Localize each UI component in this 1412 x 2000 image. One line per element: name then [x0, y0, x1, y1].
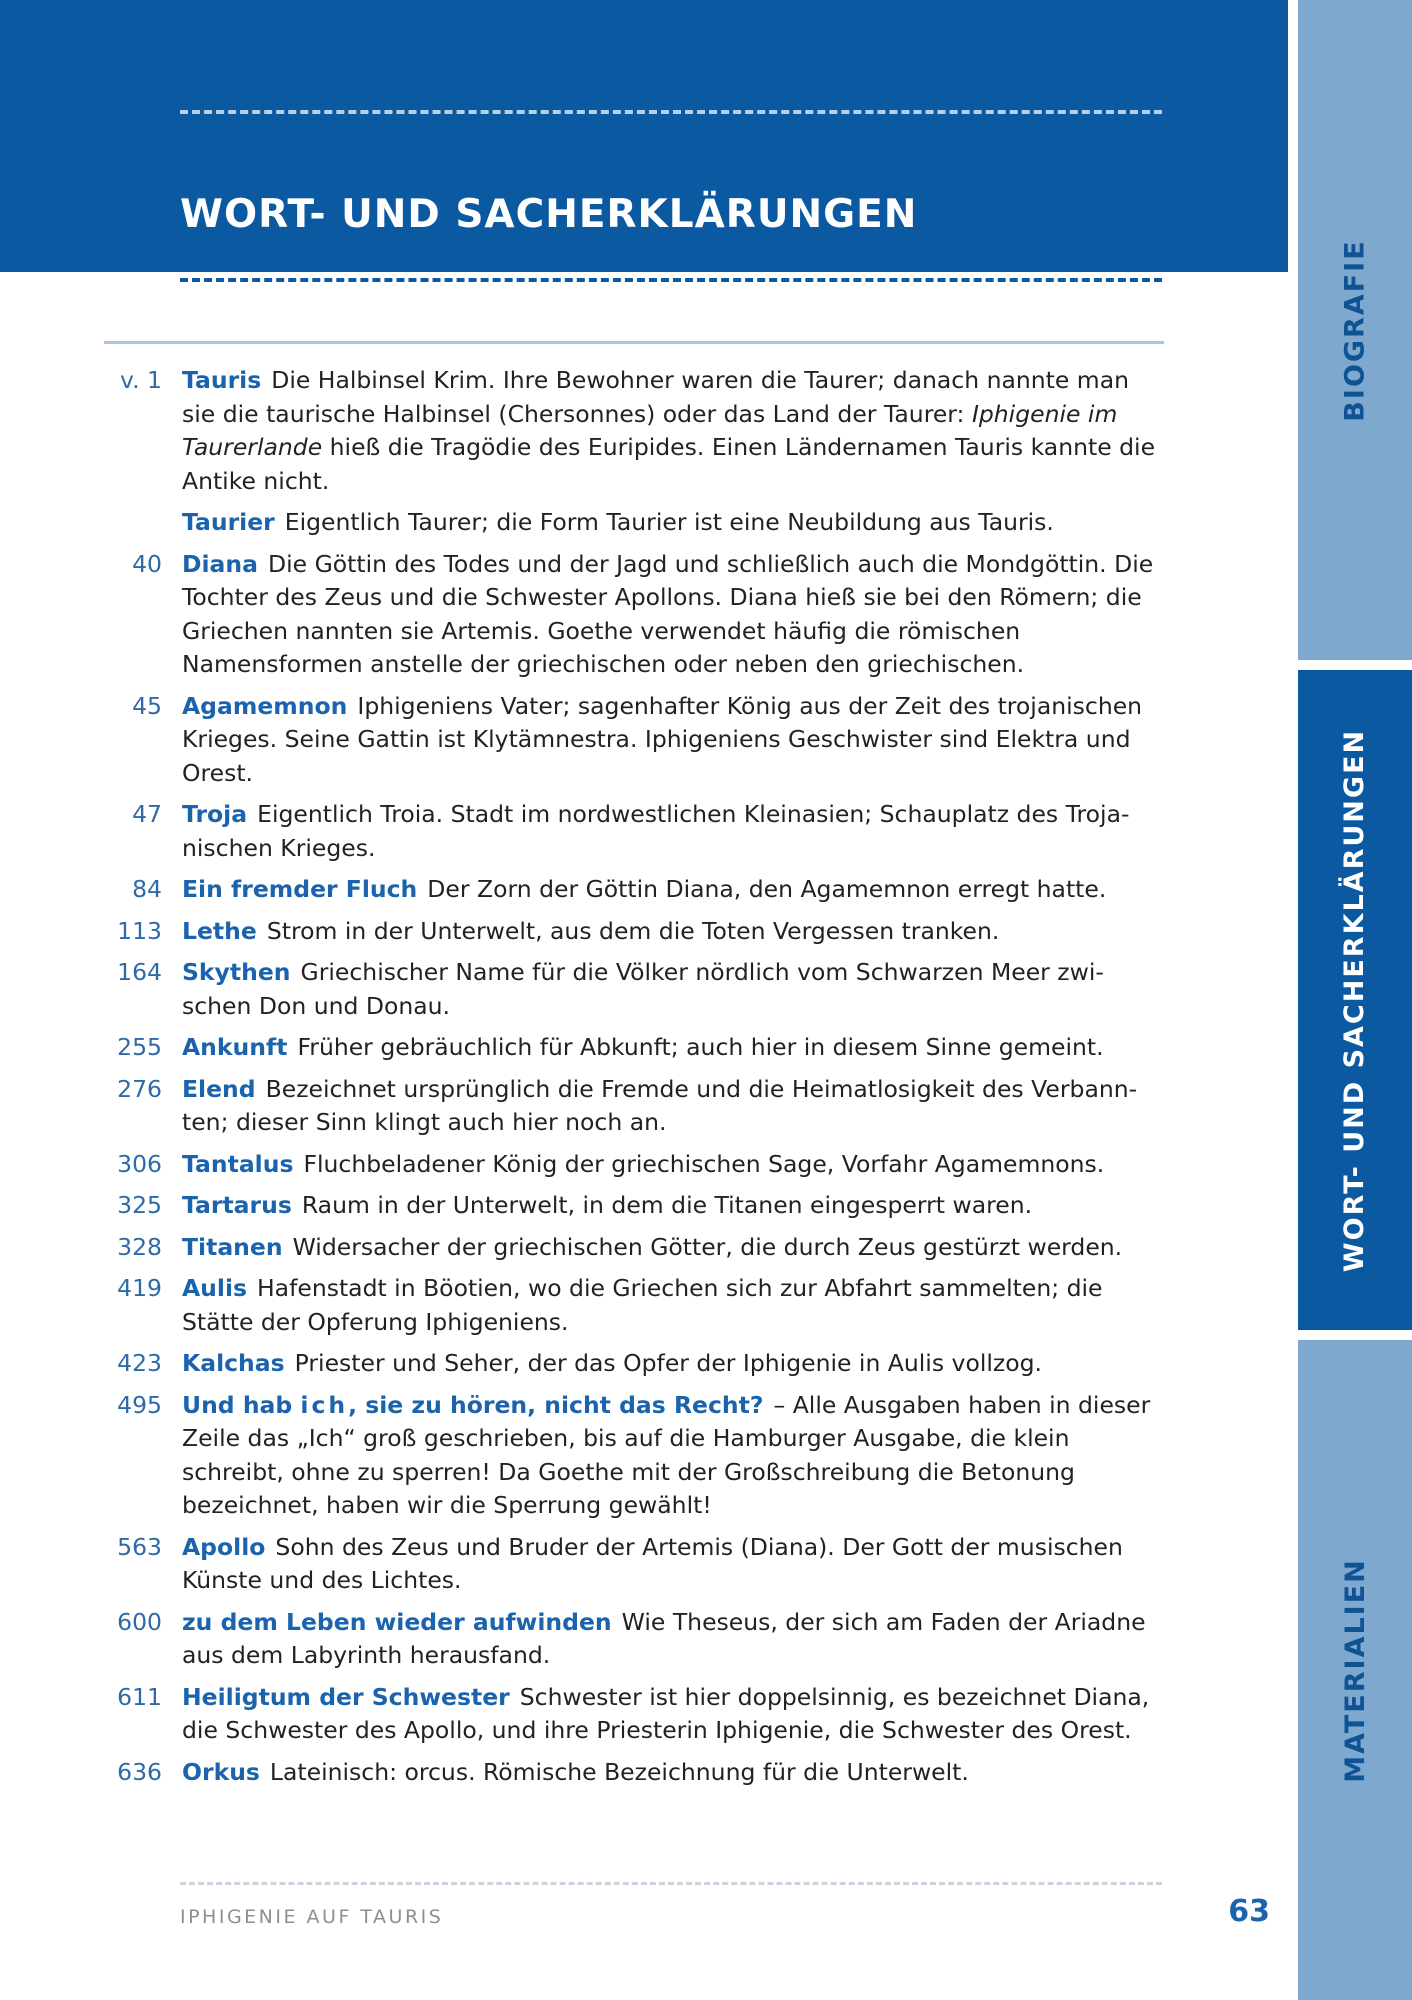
- entry-term: Tartarus: [182, 1191, 292, 1219]
- entry-body: [182, 506, 1164, 540]
- entry-body: [182, 1073, 1164, 1140]
- glossary-entry: [104, 1073, 1164, 1140]
- entry-text: Wie Theseus, der sich am Faden der Ariadne aus dem Labyrinth herausfand.: [182, 1607, 1146, 1669]
- entry-term: Diana: [182, 549, 259, 578]
- glossary-entry: [104, 915, 1164, 949]
- entry-term: Apollo: [182, 1532, 266, 1561]
- glossary-entry: [104, 690, 1164, 791]
- tab-label: BIOGRAFIE: [1339, 238, 1371, 422]
- glossary-entry: [104, 506, 1164, 540]
- footer-book-title: IPHIGENIE AUF TAURIS: [180, 1906, 444, 1928]
- entry-text: hieß die Tragödie des Euripides. Einen Ländernamen Tauris kannte die Antike nicht.: [182, 433, 1156, 495]
- verse-number: 255: [117, 1033, 162, 1061]
- entry-term: Agamemnon: [182, 691, 348, 720]
- verse-number: 40: [132, 549, 162, 578]
- verse-number: 276: [117, 1074, 162, 1103]
- verse-number: 419: [117, 1274, 162, 1302]
- entry-text: Fluchbeladener König der griechischen Sage, Vorfahr Agamemnons.: [303, 1149, 1105, 1178]
- glossary-entry: [104, 1389, 1164, 1523]
- verse-number: 563: [117, 1532, 162, 1561]
- entry-term: Lethe: [182, 916, 257, 945]
- entry-term: [182, 1391, 764, 1419]
- entry-text: Die Göttin des Todes und der Jagd und schließlich auch die Mondgöttin. Die Tochter des Zeus und die Schwester Apollons. Diana hieß sie bei den Römern; die Griechen nannten sie Artemis. Goethe verwendet häufig die römischen Namensformen anstelle der griechischen oder neben den griechischen.: [182, 549, 1154, 678]
- entry-text: Die Halbinsel Krim. Ihre Bewohner waren die Taurer; danach nannte man sie die taurische Halbinsel (Chersonnes) oder das Land der Taurer:: [182, 366, 1129, 428]
- glossary-entry: [104, 873, 1164, 907]
- verse-number: 306: [117, 1149, 162, 1178]
- verse-number: 164: [117, 958, 162, 986]
- entry-term: zu dem Leben wieder aufwinden: [182, 1607, 612, 1636]
- tab-label: WORT- UND SACHERKLÄRUNGEN: [1339, 728, 1371, 1272]
- entry-text: Hafenstadt in Böotien, wo die Griechen sich zur Abfahrt sammelten; die Stätte der Opferung Iphigeniens.: [182, 1274, 1103, 1336]
- entry-body: [182, 1389, 1164, 1523]
- entry-body: [182, 1531, 1164, 1598]
- verse-number: 495: [117, 1390, 162, 1419]
- entry-text: – Alle Ausgaben haben in dieser Zeile das „Ich“ groß geschrieben, bis auf die Hamburger Ausgabe, die klein schreibt, ohne zu sperren! Da Goethe mit der Großschreibung die Betonung bezeichnet, haben wir die Sperrung gewählt!: [182, 1390, 1151, 1519]
- entry-text: Eigentlich Troia. Stadt im nordwestlichen Kleinasien; Schauplatz des Troja-nischen Krieges.: [182, 800, 1130, 862]
- entry-body: [182, 798, 1164, 865]
- entry-term: Kalchas: [182, 1349, 285, 1377]
- footer-dashed-rule: [180, 1882, 1162, 1885]
- entry-text: Priester und Seher, der das Opfer der Iphigenie in Aulis vollzog.: [294, 1349, 1042, 1377]
- glossary-entry: [104, 1031, 1164, 1065]
- entry-term: Taurier: [182, 508, 275, 536]
- verse-number: 611: [117, 1682, 162, 1711]
- entry-term: Titanen: [182, 1232, 283, 1261]
- entry-term-spaced: ich: [300, 1390, 349, 1419]
- entry-text: Iphigeniens Vater; sagenhafter König aus der Zeit des trojanischen Krieges. Seine Gattin ist Klytämnestra. Iphigeniens Geschwister sind Elektra und Orest.: [182, 691, 1143, 787]
- entry-body: [182, 915, 1164, 949]
- glossary-entry: [104, 1606, 1164, 1673]
- verse-number: 47: [132, 800, 162, 828]
- entry-text: Früher gebräuchlich für Abkunft; auch hier in diesem Sinne gemeint.: [297, 1033, 1104, 1061]
- entry-body: [182, 1231, 1164, 1265]
- page-title: WORT- UND SACHERKLÄRUNGEN: [180, 192, 918, 237]
- glossary-entry: [104, 1148, 1164, 1182]
- glossary-entry: [104, 1531, 1164, 1598]
- glossary-entry: [104, 798, 1164, 865]
- glossary-entry: [104, 364, 1164, 498]
- glossary-entry: [104, 1347, 1164, 1381]
- entry-term-part: , sie zu hören, nicht das Recht?: [348, 1390, 764, 1419]
- entry-term: Orkus: [182, 1757, 260, 1786]
- entry-term: Tauris: [182, 366, 262, 394]
- entry-text: Schwester ist hier doppelsinnig, es bezeichnet Diana, die Schwester des Apollo, und ihre Priesterin Iphigenie, die Schwester des Orest.: [182, 1682, 1150, 1744]
- entry-body: [182, 956, 1164, 1023]
- entry-text: Lateinisch: orcus. Römische Bezeichnung für die Unterwelt.: [269, 1757, 969, 1786]
- glossary-entry: [104, 548, 1164, 682]
- header-dashed-rule-bottom: [180, 278, 1162, 282]
- tab-label: MATERIALIEN: [1339, 1557, 1371, 1783]
- entry-body: [182, 1606, 1164, 1673]
- entry-text: Raum in der Unterwelt, in dem die Titanen eingesperrt waren.: [301, 1191, 1033, 1219]
- verse-number: 113: [117, 916, 162, 945]
- glossary-entry: [104, 1189, 1164, 1223]
- entry-body: [182, 1031, 1164, 1065]
- entry-text: Widersacher der griechischen Götter, die durch Zeus gestürzt werden.: [292, 1232, 1123, 1261]
- entry-term: Tantalus: [182, 1149, 294, 1178]
- verse-number: 600: [117, 1607, 162, 1636]
- verse-number: 636: [117, 1757, 162, 1786]
- entry-body: [182, 690, 1164, 791]
- entry-term: Heiligtum der Schwester: [182, 1682, 510, 1711]
- glossary-entry: [104, 1756, 1164, 1790]
- entry-text: Griechischer Name für die Völker nördlich vom Schwarzen Meer zwi-schen Don und Donau.: [182, 958, 1104, 1020]
- glossary-list: [104, 364, 1164, 1797]
- page-number: 63: [1228, 1894, 1270, 1929]
- verse-number: v. 1: [120, 366, 162, 394]
- verse-number: 328: [117, 1232, 162, 1261]
- glossary-entry: [104, 1681, 1164, 1748]
- glossary-entry: [104, 1231, 1164, 1265]
- entry-text: Strom in der Unterwelt, aus dem die Toten Vergessen tranken.: [266, 916, 1000, 945]
- entry-body: [182, 1148, 1164, 1182]
- entry-term: Skythen: [182, 958, 291, 986]
- entry-body: [182, 1756, 1164, 1790]
- entry-term: Aulis: [182, 1274, 248, 1302]
- verse-number: 84: [132, 875, 162, 903]
- entry-text: Sohn des Zeus und Bruder der Artemis (Diana). Der Gott der musischen Künste und des Lichtes.: [182, 1532, 1123, 1594]
- entry-body: [182, 1681, 1164, 1748]
- glossary-entry: [104, 956, 1164, 1023]
- tab-biografie[interactable]: [1298, 0, 1412, 660]
- entry-text: Bezeichnet ursprünglich die Fremde und die Heimatlosigkeit des Verbann-ten; dieser Sinn klingt auch hier noch an.: [182, 1074, 1138, 1136]
- entry-term: Troja: [182, 800, 248, 828]
- section-tabs: [1298, 0, 1412, 2000]
- entry-term: Elend: [182, 1074, 256, 1103]
- entry-body: [182, 1189, 1164, 1223]
- entry-body: [182, 873, 1164, 907]
- tab-materialien[interactable]: [1298, 1340, 1412, 2000]
- content-divider: [104, 341, 1164, 344]
- entry-body: [182, 548, 1164, 682]
- entry-body: [182, 364, 1164, 498]
- header-dashed-rule-top: [180, 110, 1162, 114]
- verse-number: 423: [117, 1349, 162, 1377]
- verse-number: 45: [132, 691, 162, 720]
- entry-term-part: Und hab: [182, 1390, 301, 1419]
- entry-text: Der Zorn der Göttin Diana, den Agamemnon erregt hatte.: [427, 875, 1107, 903]
- entry-term: Ein fremder Fluch: [182, 875, 418, 903]
- entry-text: Eigentlich Taurer; die Form Taurier ist eine Neubildung aus Tauris.: [284, 508, 1054, 536]
- tab-wort-und-sacherklaerungen[interactable]: [1298, 670, 1412, 1330]
- entry-term: Ankunft: [182, 1033, 288, 1061]
- glossary-entry: [104, 1272, 1164, 1339]
- entry-body: [182, 1272, 1164, 1339]
- entry-text-italic: Iphigenie im Taurerlande: [182, 399, 1118, 461]
- entry-body: [182, 1347, 1164, 1381]
- verse-number: 325: [117, 1191, 162, 1219]
